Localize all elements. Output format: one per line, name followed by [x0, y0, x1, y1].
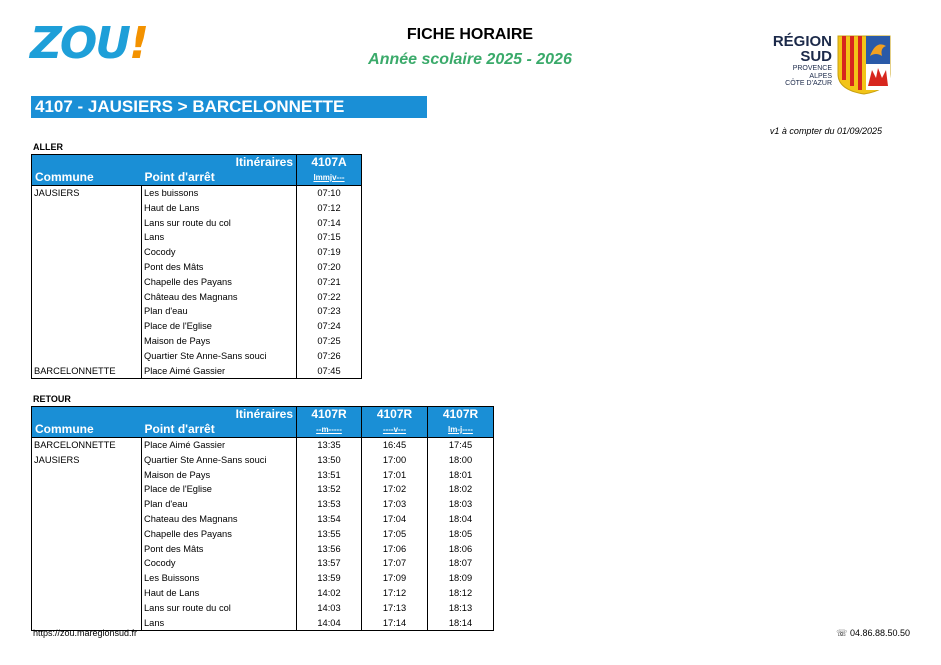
time-cell: 18:01: [428, 468, 494, 483]
footer-phone: [780, 628, 910, 639]
stop-cell: Quartier Ste Anne-Sans souci: [142, 349, 297, 364]
commune-cell: [32, 201, 142, 216]
time-cell: 18:13: [428, 601, 494, 616]
stop-cell: Quartier Ste Anne-Sans souci: [142, 453, 297, 468]
retour-course-code-1: 4107R: [297, 407, 362, 423]
commune-cell: [32, 334, 142, 349]
time-cell: 13:57: [297, 556, 362, 571]
commune-cell: [32, 260, 142, 275]
retour-timetable: [31, 406, 494, 631]
time-cell: 18:07: [428, 556, 494, 571]
aller-itineraires-label: Itinéraires: [142, 155, 297, 171]
stop-cell: Les buissons: [142, 186, 297, 201]
time-cell: 13:56: [297, 542, 362, 557]
retour-itineraires-label: Itinéraires: [142, 407, 297, 423]
time-cell: 17:00: [362, 453, 428, 468]
time-cell: 07:23: [297, 304, 362, 319]
time-cell: 17:13: [362, 601, 428, 616]
aller-header-spacer: [32, 155, 142, 171]
stop-cell: Plan d'eau: [142, 497, 297, 512]
time-cell: 13:50: [297, 453, 362, 468]
time-cell: 18:03: [428, 497, 494, 512]
time-cell: 18:00: [428, 453, 494, 468]
aller-commune-header: Commune: [32, 170, 142, 186]
region-sud-logo: [760, 34, 895, 98]
time-cell: 17:06: [362, 542, 428, 557]
time-cell: 17:14: [362, 616, 428, 631]
time-cell: 18:06: [428, 542, 494, 557]
aller-stop-header: Point d'arrêt: [142, 170, 297, 186]
stop-cell: Pont des Mâts: [142, 260, 297, 275]
time-cell: 17:45: [428, 438, 494, 453]
table-row: [32, 275, 362, 290]
time-cell: 17:01: [362, 468, 428, 483]
time-cell: 17:09: [362, 571, 428, 586]
time-cell: 07:21: [297, 275, 362, 290]
commune-cell: [32, 245, 142, 260]
time-cell: 07:10: [297, 186, 362, 201]
zou-logo-mark: !: [129, 18, 150, 69]
time-cell: 18:12: [428, 586, 494, 601]
retour-course-code-3: 4107R: [428, 407, 494, 423]
stop-cell: Haut de Lans: [142, 201, 297, 216]
commune-cell: BARCELONNETTE: [32, 438, 142, 453]
time-cell: 07:25: [297, 334, 362, 349]
commune-cell: [32, 482, 142, 497]
table-row: [32, 230, 362, 245]
time-cell: 18:09: [428, 571, 494, 586]
commune-cell: [32, 216, 142, 231]
stop-cell: Maison de Pays: [142, 334, 297, 349]
time-cell: 07:15: [297, 230, 362, 245]
region-logo-tagline: PROVENCE ALPES CÔTE D'AZUR: [785, 65, 832, 87]
time-cell: 07:19: [297, 245, 362, 260]
time-cell: 07:12: [297, 201, 362, 216]
commune-cell: [32, 349, 142, 364]
school-year-subtitle: Année scolaire 2025 - 2026: [368, 51, 572, 68]
stop-cell: Plan d'eau: [142, 304, 297, 319]
commune-cell: [32, 586, 142, 601]
aller-timetable: [31, 154, 362, 379]
table-row: [32, 304, 362, 319]
commune-cell: [32, 304, 142, 319]
time-cell: 13:52: [297, 482, 362, 497]
time-cell: 14:04: [297, 616, 362, 631]
retour-course-days-1: --m-----: [297, 422, 362, 438]
retour-section-label: RETOUR: [33, 394, 71, 404]
stop-cell: Place Aimé Gassier: [142, 438, 297, 453]
table-row: [32, 468, 494, 483]
time-cell: 07:20: [297, 260, 362, 275]
retour-course-code-2: 4107R: [362, 407, 428, 423]
stop-cell: Chateau des Magnans: [142, 512, 297, 527]
time-cell: 13:53: [297, 497, 362, 512]
zou-logo: [30, 20, 170, 68]
phone-icon: ☏: [836, 628, 848, 638]
route-title-bar: 4107 - JAUSIERS > BARCELONNETTE: [31, 96, 427, 118]
table-row: [32, 527, 494, 542]
commune-cell: JAUSIERS: [32, 186, 142, 201]
table-row: [32, 216, 362, 231]
time-cell: 13:54: [297, 512, 362, 527]
retour-commune-header: Commune: [32, 422, 142, 438]
aller-course-days: lmmjv---: [297, 170, 362, 186]
document-title: FICHE HORAIRE: [406, 26, 534, 43]
time-cell: 07:24: [297, 319, 362, 334]
table-row: [32, 245, 362, 260]
region-logo-line2: SUD: [800, 48, 832, 65]
time-cell: 14:03: [297, 601, 362, 616]
time-cell: 18:05: [428, 527, 494, 542]
region-coat-of-arms-icon: [836, 34, 892, 96]
stop-cell: Lans sur route du col: [142, 216, 297, 231]
stop-cell: Place de l'Eglise: [142, 319, 297, 334]
table-row: [32, 497, 494, 512]
region-logo-line1: RÉGION: [772, 33, 832, 50]
stop-cell: Cocody: [142, 556, 297, 571]
table-row: [32, 482, 494, 497]
table-row: [32, 319, 362, 334]
table-row: [32, 601, 494, 616]
stop-cell: Maison de Pays: [142, 468, 297, 483]
commune-cell: [32, 571, 142, 586]
aller-course-code: 4107A: [297, 155, 362, 171]
time-cell: 18:02: [428, 482, 494, 497]
stop-cell: Pont des Mâts: [142, 542, 297, 557]
table-row: [32, 260, 362, 275]
stop-cell: Haut de Lans: [142, 586, 297, 601]
time-cell: 07:14: [297, 216, 362, 231]
table-row: [32, 571, 494, 586]
table-row: [32, 512, 494, 527]
time-cell: 16:45: [362, 438, 428, 453]
table-row: [32, 334, 362, 349]
aller-section-label: ALLER: [33, 142, 63, 152]
footer-website-link[interactable]: https://zou.maregionsud.fr: [33, 628, 138, 638]
footer-phone-number: 04.86.88.50.50: [849, 628, 910, 638]
stop-cell: Les Buissons: [142, 571, 297, 586]
commune-cell: [32, 556, 142, 571]
stop-cell: Lans sur route du col: [142, 601, 297, 616]
retour-course-days-3: lm-j----: [428, 422, 494, 438]
stop-cell: Chapelle des Payans: [142, 275, 297, 290]
time-cell: 14:02: [297, 586, 362, 601]
table-row: [32, 364, 362, 379]
time-cell: 13:55: [297, 527, 362, 542]
time-cell: 17:03: [362, 497, 428, 512]
time-cell: 18:04: [428, 512, 494, 527]
commune-cell: [32, 319, 142, 334]
stop-cell: Lans: [142, 230, 297, 245]
time-cell: 17:04: [362, 512, 428, 527]
stop-cell: Place Aimé Gassier: [142, 364, 297, 379]
table-row: [32, 542, 494, 557]
time-cell: 13:51: [297, 468, 362, 483]
stop-cell: Château des Magnans: [142, 290, 297, 305]
commune-cell: [32, 542, 142, 557]
commune-cell: [32, 230, 142, 245]
stop-cell: Lans: [142, 616, 297, 631]
commune-cell: [32, 601, 142, 616]
commune-cell: JAUSIERS: [32, 453, 142, 468]
time-cell: 07:22: [297, 290, 362, 305]
commune-cell: [32, 275, 142, 290]
table-row: [32, 186, 362, 201]
time-cell: 17:07: [362, 556, 428, 571]
time-cell: 13:59: [297, 571, 362, 586]
table-row: [32, 556, 494, 571]
retour-stop-header: Point d'arrêt: [142, 422, 297, 438]
commune-cell: [32, 527, 142, 542]
zou-logo-text: ZOU: [30, 18, 130, 69]
time-cell: 17:12: [362, 586, 428, 601]
time-cell: 07:45: [297, 364, 362, 379]
time-cell: 17:02: [362, 482, 428, 497]
stop-cell: Place de l'Eglise: [142, 482, 297, 497]
validity-note: v1 à compter du 01/09/2025: [769, 126, 882, 136]
commune-cell: BARCELONNETTE: [32, 364, 142, 379]
time-cell: 07:26: [297, 349, 362, 364]
stop-cell: Chapelle des Payans: [142, 527, 297, 542]
table-row: [32, 438, 494, 453]
table-row: [32, 290, 362, 305]
time-cell: 17:05: [362, 527, 428, 542]
commune-cell: [32, 512, 142, 527]
table-row: [32, 201, 362, 216]
time-cell: 13:35: [297, 438, 362, 453]
table-row: [32, 349, 362, 364]
commune-cell: [32, 468, 142, 483]
table-row: [32, 586, 494, 601]
commune-cell: [32, 497, 142, 512]
time-cell: 18:14: [428, 616, 494, 631]
retour-header-spacer: [32, 407, 142, 423]
stop-cell: Cocody: [142, 245, 297, 260]
table-row: [32, 453, 494, 468]
retour-course-days-2: ----v---: [362, 422, 428, 438]
commune-cell: [32, 290, 142, 305]
